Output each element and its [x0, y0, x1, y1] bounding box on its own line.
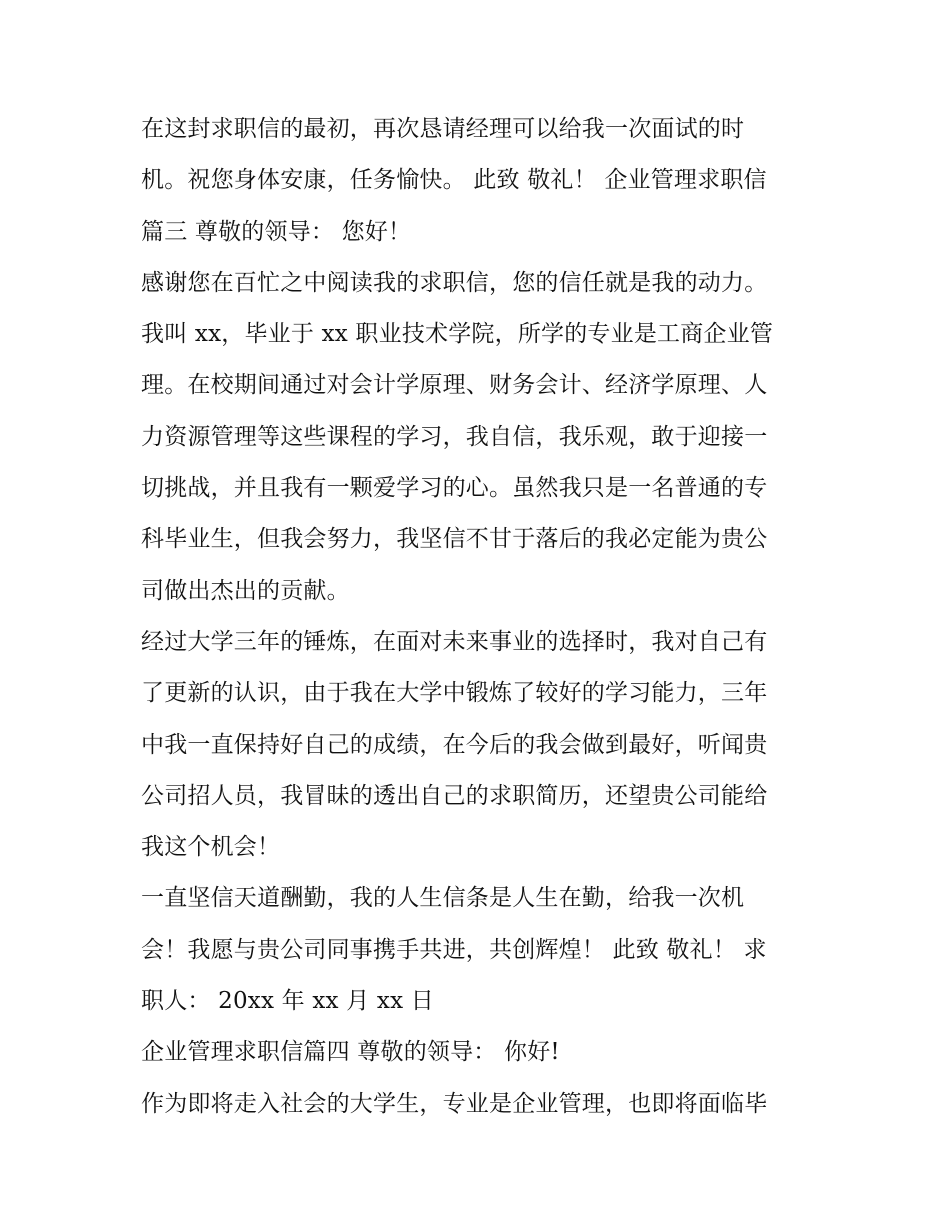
text-line: 一直坚信天道酬勤，我的人生信条是人生在勤，给我一次机: [141, 885, 745, 912]
text-line: 我叫 xx，毕业于 xx 职业技术学院，所学的专业是工商企业管: [141, 321, 774, 348]
text-line: 经过大学三年的锤炼，在面对未来事业的选择时，我对自己有: [141, 628, 768, 655]
text-line: 司做出杰出的贡献。: [141, 577, 350, 604]
text-line: 切挑战，并且我有一颗爱学习的心。虽然我只是一名普通的专: [141, 475, 768, 502]
text-line: 职人： 20xx 年 xx 月 xx 日: [141, 988, 434, 1015]
text-line: 了更新的认识，由于我在大学中锻炼了较好的学习能力，三年: [141, 680, 768, 707]
text-line: 在这封求职信的最初，再次恳请经理可以给我一次面试的时: [141, 116, 745, 142]
document-body: [141, 104, 821, 1130]
text-line: 机。祝您身体安康，任务愉快。 此致 敬礼！ 企业管理求职信: [141, 167, 767, 194]
text-line: 中我一直保持好自己的成绩，在今后的我会做到最好，听闻贵: [141, 731, 768, 758]
text-line: 我这个机会！: [141, 834, 281, 861]
text-line: 作为即将走入社会的大学生，专业是企业管理，也即将面临毕: [141, 1090, 768, 1117]
text-line: 公司招人员，我冒昧的透出自己的求职简历，还望贵公司能给: [141, 782, 768, 809]
text-line: 科毕业生，但我会努力，我坚信不甘于落后的我必定能为贵公: [141, 526, 768, 553]
text-line: 篇三 尊敬的领导： 您好！: [141, 218, 412, 245]
text-line: 力资源管理等这些课程的学习，我自信，我乐观，敢于迎接一: [141, 423, 768, 450]
text-line: 理。在校期间通过对会计学原理、财务会计、经济学原理、人: [141, 372, 768, 399]
text-line: 会！我愿与贵公司同事携手共进，共创辉煌！ 此致 敬礼！ 求: [141, 936, 767, 963]
text-line: 感谢您在百忙之中阅读我的求职信，您的信任就是我的动力。: [141, 269, 768, 296]
text-line: 企业管理求职信篇四 尊敬的领导： 你好!: [141, 1039, 560, 1066]
